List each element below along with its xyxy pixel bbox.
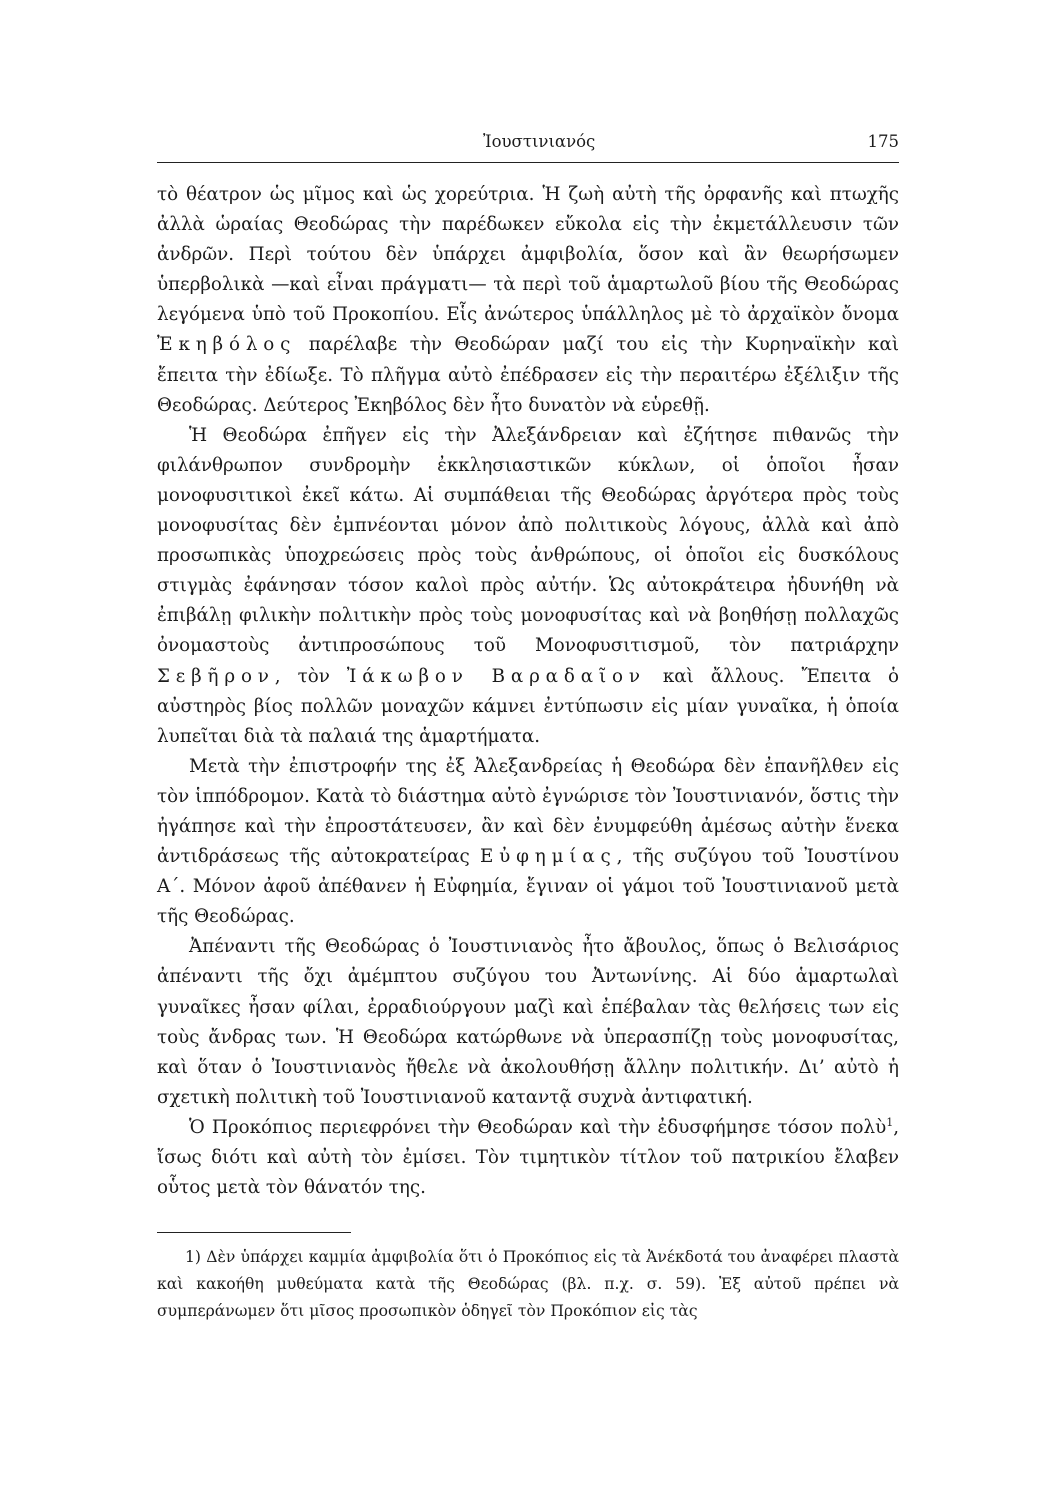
page-number: 175 — [867, 132, 899, 151]
spaced-name: Σεβῆρον — [157, 665, 275, 687]
document-page — [157, 0, 899, 1500]
page-header — [157, 132, 899, 158]
paragraph — [157, 752, 899, 933]
paragraph — [157, 180, 899, 421]
text-run: τὸ θέατρον ὡς μῖμος καὶ ὡς χορεύτρια. Ἡ ζωὴ αὐτὴ τῆς ὀρφανῆς καὶ πτωχῆς ἀλλὰ ὡραίας Θεοδώρας τὴν παρέδωκεν εὔκολα εἰς τὴν ἐκμετάλλευσιν τῶν ἀνδρῶν. Περὶ τούτου δὲν ὑπάρχει ἀμφιβολία, ὅσον καὶ ἂν θεωρήσωμεν ὑπερβολικὰ —καὶ εἶναι πράγματι— τὰ περὶ τοῦ ἁμαρτωλοῦ βίου τῆς Θεοδώρας λεγόμενα ὑπὸ τοῦ Προκοπίου. Εἷς ἀνώτερος ὑπάλληλος μὲ τὸ ἀρχαϊκὸν ὄνομα — [157, 184, 899, 326]
footnote — [157, 1244, 899, 1325]
footnote-rule — [157, 1232, 351, 1233]
text-run: παρέλαβε τὴν Θεοδώραν μαζί του εἰς τὴν Κυρηναϊκὴν καὶ ἔπειτα τὴν ἐδίωξε. Τὸ πλῆγμα αὐτὸ ἐπέδρασεν εἰς τὴν περαιτέρω ἐξέλιξιν τῆς Θεοδώρας. Δεύτερος Ἐκηβόλος δὲν ἦτο δυνατὸν νὰ εὑρεθῇ. — [157, 334, 899, 416]
footnote-reference: 1 — [886, 1115, 894, 1129]
paragraph — [157, 932, 899, 1113]
spaced-name: Εὐφημίας — [479, 846, 617, 868]
header-rule — [157, 162, 899, 163]
paragraph — [157, 421, 899, 752]
spaced-name: Ἰάκωβον Βαραδαῖον — [346, 665, 646, 687]
text-run: , τῆς συζύγου τοῦ Ἰουστίνου Α΄. Μόνον ἀφοῦ ἀπέθανεν ἡ Εὐφημία, ἔγιναν οἱ γάμοι τοῦ Ἰουστινιανοῦ μετὰ τῆς Θεοδώρας. — [157, 846, 899, 928]
footnote-text: Δὲν ὑπάρχει καμμία ἀμφιβολία ὅτι ὁ Προκόπιος εἰς τὰ Ἀνέκδοτά του ἀναφέρει πλαστὰ καὶ κακοήθη μυθεύματα κατὰ τῆς Θεοδώρας (βλ. π.χ. σ. 59). Ἐξ αὐτοῦ πρέπει νὰ συμπεράνωμεν ὅτι μῖσος προσωπικὸν ὁδηγεῖ τὸν Προκόπιον εἰς τὰς — [157, 1248, 899, 1320]
footnote-marker: 1) — [185, 1248, 202, 1266]
paragraph — [157, 1113, 899, 1203]
text-run: καὶ ἄλλους. Ἔπειτα ὁ αὐστηρὸς βίος πολλῶν μοναχῶν κάμνει ἐντύπωσιν εἰς μίαν γυναῖκα, ἡ ὁποία λυπεῖται διὰ τὰ παλαιά της ἁμαρτήματα. — [157, 665, 900, 747]
text-run: , ἴσως διότι καὶ αὐτὴ τὸν ἐμίσει. Τὸν τιμητικὸν τίτλον τοῦ πατρικίου ἔλαβεν οὗτος μετὰ τὸν θάνατόν της. — [157, 1116, 899, 1199]
text-run: , τὸν — [274, 665, 347, 687]
text-run: Ἡ Θεοδώρα ἐπῆγεν εἰς τὴν Ἀλεξάνδρειαν καὶ ἐζήτησε πιθανῶς τὴν φιλάνθρωπον συνδρομὴν ἐκκλησιαστικῶν κύκλων, οἱ ὁποῖοι ἦσαν μονοφυσιτικοὶ ἐκεῖ κάτω. Αἱ συμπάθειαι τῆς Θεοδώρας ἀργότερα πρὸς τοὺς μονοφυσίτας δὲν ἐμπνέονται μόνον ἀπὸ πολιτικοὺς λόγους, ἀλλὰ καὶ ἀπὸ προσωπικὰς ὑποχρεώσεις πρὸς τοὺς ἀνθρώπους, οἱ ὁποῖοι εἰς δυσκόλους στιγμὰς ἐφάνησαν τόσον καλοὶ πρὸς αὐτήν. Ὡς αὐτοκράτειρα ἠδυνήθη νὰ ἐπιβάλῃ φιλικὴν πολιτικὴν πρὸς τοὺς μονοφυσίτας καὶ νὰ βοηθήσῃ πολλαχῶς ὀνομαστοὺς ἀντιπροσώπους τοῦ Μονοφυσιτισμοῦ, τὸν πατριάρχην — [157, 424, 899, 657]
running-head: Ἰουστινιανός — [483, 132, 596, 151]
body-text — [157, 180, 899, 1203]
text-run: Μετὰ τὴν ἐπιστροφήν της ἐξ Ἀλεξανδρείας ἡ Θεοδώρα δὲν ἐπανῆλθεν εἰς τὸν ἱππόδρομον. Κατὰ τὸ διάστημα αὐτὸ ἐγνώρισε τὸν Ἰουστινιανόν, ὅστις τὴν ἠγάπησε καὶ τὴν ἐπροστάτευσεν, ἂν καὶ δὲν ἐνυμφεύθη ἀμέσως αὐτὴν ἕνεκα ἀντιδράσεως τῆς αὐτοκρατείρας — [157, 755, 899, 868]
text-run: Ἀπέναντι τῆς Θεοδώρας ὁ Ἰουστινιανὸς ἦτο ἄβουλος, ὅπως ὁ Βελισάριος ἀπέναντι τῆς ὄχι ἀμέμπτου συζύγου του Ἀντωνίνης. Αἱ δύο ἁμαρτωλαὶ γυναῖκες ἦσαν φίλαι, ἐρραδιούργουν μαζὶ καὶ ἐπέβαλαν τὰς θελήσεις των εἰς τοὺς ἄνδρας των. Ἡ Θεοδώρα κατώρθωνε νὰ ὑπερασπίζῃ τοὺς μονοφυσίτας, καὶ ὅταν ὁ Ἰουστινιανὸς ἤθελε νὰ ἀκολουθήσῃ ἄλλην πολιτικήν. Δι’ αὐτὸ ἡ σχετικὴ πολιτικὴ τοῦ Ἰουστινιανοῦ καταντᾷ συχνὰ ἀντιφατική. — [157, 936, 899, 1108]
text-run: Ὁ Προκόπιος περιεφρόνει τὴν Θεοδώραν καὶ τὴν ἐδυσφήμησε τόσον πολὺ — [189, 1116, 887, 1138]
spaced-name: Ἐκηβόλος — [157, 334, 297, 356]
